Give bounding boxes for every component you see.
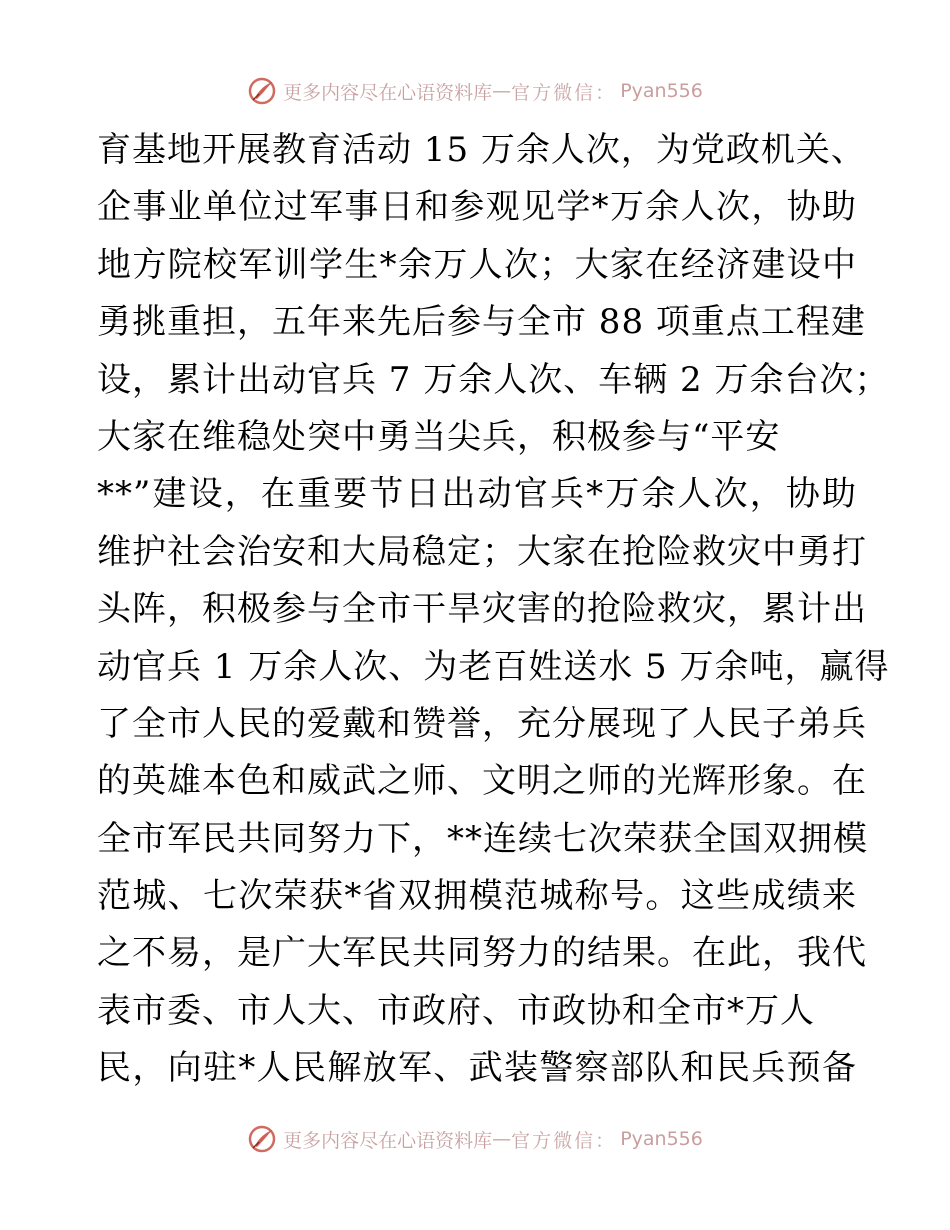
document-body bbox=[97, 122, 890, 1098]
body-line: 范城、七次荣获*省双拥模范城称号。这些成绩来 bbox=[97, 876, 857, 917]
body-line: 勇挑重担，五年来先后参与全市 88 项重点工程建 bbox=[97, 302, 866, 343]
watermark-brand-text: 更多内容尽在心语资料库 bbox=[283, 81, 493, 104]
watermark-separator: — bbox=[492, 1128, 512, 1150]
watermark-separator: — bbox=[492, 80, 512, 102]
body-line: 设，累计出动官兵 7 万余人次、车辆 2 万余台次； bbox=[97, 359, 890, 400]
body-line: 的英雄本色和威武之师、文明之师的光辉形象。在 bbox=[97, 761, 867, 802]
watermark-wechat-id: Pyan556 bbox=[620, 80, 703, 102]
footer-watermark bbox=[0, 1119, 950, 1159]
watermark-official-label: 官方微信： bbox=[511, 1129, 617, 1152]
watermark-brand-text: 更多内容尽在心语资料库 bbox=[283, 1129, 493, 1152]
body-line: **”建设，在重要节日出动官兵*万余人次，协助 bbox=[97, 474, 857, 515]
header-watermark bbox=[0, 71, 950, 111]
feather-logo-icon bbox=[247, 76, 277, 106]
watermark-official-label: 官方微信： bbox=[511, 81, 617, 104]
feather-logo-icon bbox=[247, 1124, 277, 1154]
body-line: 表市委、市人大、市政府、市政协和全市*万人 bbox=[97, 990, 815, 1031]
body-line: 之不易，是广大军民共同努力的结果。在此，我代 bbox=[97, 933, 867, 974]
body-line: 大家在维稳处突中勇当尖兵，积极参与“平安 bbox=[97, 416, 781, 457]
body-line: 育基地开展教育活动 15 万余人次，为党政机关、 bbox=[97, 130, 866, 170]
body-line: 民，向驻*人民解放军、武装警察部队和民兵预备 bbox=[97, 1048, 857, 1089]
body-line: 全市军民共同努力下，**连续七次荣获全国双拥模 bbox=[97, 818, 868, 859]
watermark-wechat-id: Pyan556 bbox=[620, 1128, 703, 1150]
body-line: 企事业单位过军事日和参观见学*万余人次，协助 bbox=[97, 187, 857, 228]
body-line: 了全市人民的爱戴和赞誉，充分展现了人民子弟兵 bbox=[97, 703, 867, 744]
body-line: 维护社会治安和大局稳定；大家在抢险救灾中勇打 bbox=[97, 531, 867, 572]
body-line: 地方院校军训学生*余万人次；大家在经济建设中 bbox=[97, 244, 857, 285]
body-line: 动官兵 1 万余人次、为老百姓送水 5 万余吨，赢得 bbox=[97, 646, 890, 687]
body-line: 头阵，积极参与全市干旱灾害的抢险救灾，累计出 bbox=[97, 589, 867, 630]
